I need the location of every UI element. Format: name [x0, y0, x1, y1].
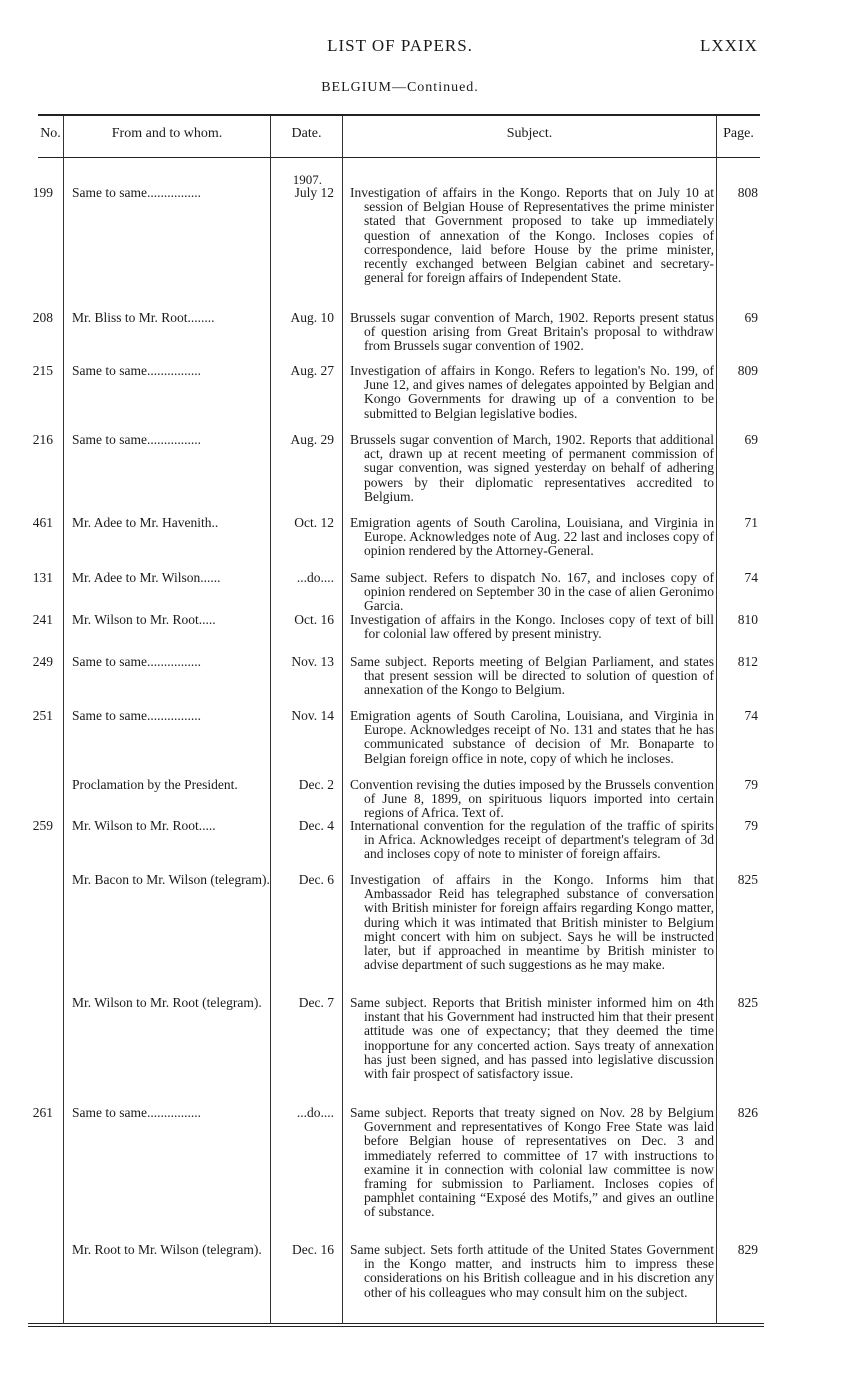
row-date: Dec. 16	[292, 1242, 334, 1257]
row-from: Mr. Root to Mr. Wilson (telegram).	[72, 1242, 262, 1257]
row-page: 69	[744, 432, 758, 447]
row-from: Mr. Adee to Mr. Wilson......	[72, 570, 221, 585]
row-page: 810	[737, 612, 758, 627]
row-page: 809	[737, 363, 758, 378]
row-date: ...do....	[296, 570, 334, 585]
row-subject: Investigation of affairs in the Kongo. Informs him that Ambassador Reid has telegraphed substance of conversation with British minister for foreign affairs regarding Kongo matter, during which it was intimated that British minister to Belgium might concert with him on subject. Says he will be instructed later, but if approached in meantime by British minister to advise department of such suggestions as he may make.	[350, 872, 714, 973]
row-subject: International convention for the regulation of the traffic of spirits in Africa. Acknowledges receipt of department's telegram of 3d and incloses copy of note to minister of foreign affairs.	[350, 818, 714, 862]
row-from: Same to same................	[72, 363, 201, 378]
year-label: 1907.	[292, 172, 322, 187]
column-header-date: Date.	[291, 126, 322, 141]
row-from: Same to same................	[72, 185, 201, 200]
table-bottom-rule	[28, 1323, 764, 1324]
row-date: Dec. 6	[298, 872, 334, 887]
row-from: Mr. Wilson to Mr. Root (telegram).	[72, 995, 262, 1010]
row-date: Dec. 2	[298, 777, 334, 792]
row-number: 215	[32, 363, 53, 378]
row-page: 74	[744, 708, 758, 723]
row-from: Mr. Wilson to Mr. Root.....	[72, 818, 216, 833]
row-page: 825	[737, 995, 758, 1010]
row-page: 79	[744, 777, 758, 792]
row-page: 69	[744, 310, 758, 325]
row-page: 812	[737, 654, 758, 669]
row-date: Dec. 7	[298, 995, 334, 1010]
column-header-subject: Subject.	[506, 126, 553, 141]
row-subject: Same subject. Reports that British minister informed him on 4th instant that his Government had instructed him that their present attitude was one of expectancy; that they deemed the time inopportune for any concerted action. Says treaty of annexation has just been signed, and has passed into legislative discussion with fair prospect of satisfactory issue.	[350, 995, 714, 1082]
row-number: 241	[32, 612, 53, 627]
column-divider	[342, 116, 343, 1324]
row-from: Same to same................	[72, 708, 201, 723]
column-header-from: From and to whom.	[111, 126, 223, 141]
row-page: 829	[737, 1242, 758, 1257]
row-page: 79	[744, 818, 758, 833]
row-subject: Same subject. Refers to dispatch No. 167, and incloses copy of opinion rendered on September 30 in the case of alien Geronimo Garcia.	[350, 570, 714, 614]
row-from: Mr. Bliss to Mr. Root........	[72, 310, 215, 325]
table-bottom-rule-2	[28, 1326, 764, 1327]
row-from: Mr. Bacon to Mr. Wilson (telegram).	[72, 872, 270, 887]
row-date: ...do....	[296, 1105, 334, 1120]
page-number: LXXIX	[700, 36, 758, 55]
row-number: 249	[32, 654, 53, 669]
row-from: Same to same................	[72, 432, 201, 447]
row-page: 826	[737, 1105, 758, 1120]
row-subject: Brussels sugar convention of March, 1902. Reports that additional act, drawn up at recent meeting of permanent commission of sugar convention, was signed yesterday on behalf of adhering powers by their diplomatic representatives accredited to Belgium.	[350, 432, 714, 504]
row-subject: Emigration agents of South Carolina, Louisiana, and Virginia in Europe. Acknowledges receipt of No. 131 and states that he has communicated substance of decision of Mr. Bonaparte to Belgian foreign office in note, copy of which he incloses.	[350, 708, 714, 766]
row-number: 131	[32, 570, 53, 585]
row-subject: Brussels sugar convention of March, 1902. Reports present status of question arising from Great Britain's proposal to withdraw from Brussels sugar convention of 1902.	[350, 310, 714, 354]
row-from: Mr. Adee to Mr. Havenith..	[72, 515, 219, 530]
column-header-page: Page.	[723, 126, 754, 141]
row-date: Aug. 29	[290, 432, 334, 447]
row-date: Nov. 14	[291, 708, 334, 723]
column-header-no: No.	[40, 126, 61, 141]
row-from: Same to same................	[72, 654, 201, 669]
row-page: 808	[737, 185, 758, 200]
row-subject: Same subject. Reports meeting of Belgian Parliament, and states that present session will be directed to solution of question of annexation of the Kongo to Belgium.	[350, 654, 714, 698]
column-divider	[716, 116, 717, 1324]
row-subject: Investigation of affairs in the Kongo. Reports that on July 10 at session of Belgian House of Representatives the prime minister stated that Government proposed to take up immediately question of annexation of the Kongo. Incloses copies of correspondence, laid before House by the prime minister, recently exchanged between Belgian cabinet and secretary-general for foreign affairs of Independent State.	[350, 185, 714, 286]
row-page: 74	[744, 570, 758, 585]
row-subject: Investigation of affairs in Kongo. Refers to legation's No. 199, of June 12, and gives names of delegates appointed by Belgian and Kongo Governments for drawing up of a convention to be submitted to Belgian legislative bodies.	[350, 363, 714, 421]
row-subject: Emigration agents of South Carolina, Louisiana, and Virginia in Europe. Acknowledges note of Aug. 22 last and incloses copy of opinion rendered by the Attorney-General.	[350, 515, 714, 559]
header-bottom-rule	[38, 157, 760, 158]
row-number: 251	[32, 708, 53, 723]
row-page: 825	[737, 872, 758, 887]
row-from: Mr. Wilson to Mr. Root.....	[72, 612, 216, 627]
row-date: Nov. 13	[291, 654, 334, 669]
row-number: 461	[32, 515, 53, 530]
row-from: Same to same................	[72, 1105, 201, 1120]
row-date: Oct. 12	[294, 515, 334, 530]
row-date: Aug. 27	[290, 363, 334, 378]
row-date: July 12	[294, 185, 334, 200]
row-number: 199	[32, 185, 53, 200]
row-subject: Same subject. Reports that treaty signed on Nov. 28 by Belgium Government and representatives of Kongo Free State was laid before Belgian house of representatives on Dec. 3 and immediately referred to committee of 17 with instructions to examine it in connection with colonial law committee is now framing for submission to Parliament. Incloses copies of pamphlet containing “Exposé des Motifs,” and gives an outline of substance.	[350, 1105, 714, 1220]
row-subject: Convention revising the duties imposed by the Brussels convention of June 8, 1899, on spirituous liquors imported into certain regions of Africa. Text of.	[350, 777, 714, 821]
column-divider	[270, 116, 271, 1324]
row-date: Dec. 4	[298, 818, 334, 833]
row-number: 261	[32, 1105, 53, 1120]
row-page: 71	[744, 515, 758, 530]
row-number: 208	[32, 310, 53, 325]
row-number: 259	[32, 818, 53, 833]
table-top-rule	[38, 114, 760, 116]
row-subject: Investigation of affairs in the Kongo. Incloses copy of text of bill for colonial law offered by present ministry.	[350, 612, 714, 642]
row-date: Oct. 16	[294, 612, 334, 627]
row-number: 216	[32, 432, 53, 447]
row-subject: Same subject. Sets forth attitude of the United States Government in the Kongo matter, and instructs him to impress these considerations on his British colleague and in his discretion any other of his colleagues who may consult him on the subject.	[350, 1242, 714, 1300]
section-subtitle: BELGIUM—Continued.	[321, 80, 479, 95]
row-date: Aug. 10	[290, 310, 334, 325]
running-title: LIST OF PAPERS.	[327, 36, 473, 55]
row-from: Proclamation by the President.	[72, 777, 238, 792]
